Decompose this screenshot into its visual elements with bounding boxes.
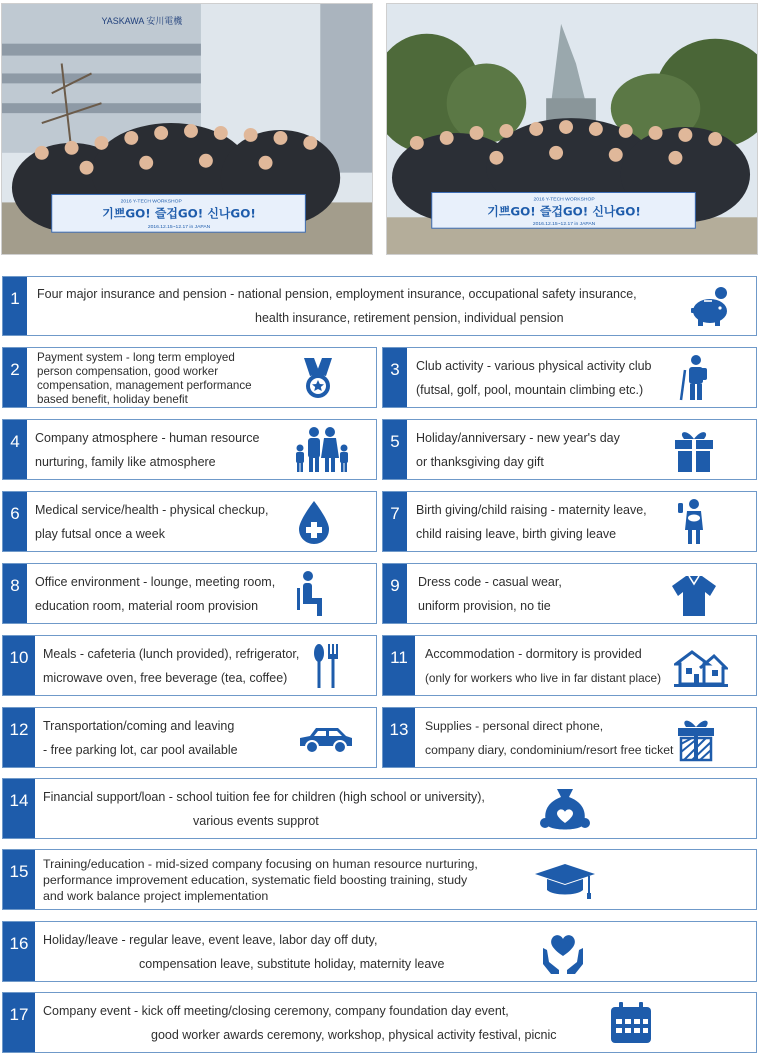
benefit-line: Training/education - mid-sized company focusing on human resource nurturing, bbox=[43, 857, 478, 871]
benefit-card-10 bbox=[2, 635, 377, 696]
benefit-number: 7 bbox=[383, 492, 407, 551]
benefit-number: 3 bbox=[383, 348, 407, 407]
benefit-number: 13 bbox=[383, 708, 415, 767]
banner-footer: 2016.12.15~12.17 in JAPAN bbox=[532, 222, 596, 228]
benefit-text bbox=[425, 714, 673, 762]
benefit-line: health insurance, retirement pension, individual pension bbox=[255, 311, 564, 325]
benefit-text bbox=[37, 282, 637, 330]
calendar-icon bbox=[607, 999, 655, 1047]
benefit-number: 9 bbox=[383, 564, 407, 623]
benefit-line: child raising leave, birth giving leave bbox=[416, 527, 617, 541]
benefit-number: 1 bbox=[3, 277, 27, 335]
benefit-text bbox=[43, 999, 557, 1047]
banner-footer: 2016.12.15~12.17 in JAPAN bbox=[147, 225, 211, 231]
benefit-line: performance improvement education, systematic field boosting training, study bbox=[43, 873, 468, 887]
benefit-card-4 bbox=[2, 419, 377, 480]
benefit-number: 8 bbox=[3, 564, 27, 623]
benefit-line: (only for workers who live in far distant place) bbox=[425, 671, 662, 685]
mother-baby-icon bbox=[668, 498, 716, 546]
gift-icon bbox=[670, 426, 718, 474]
benefit-line: good worker awards ceremony, workshop, physical activity festival, picnic bbox=[151, 1028, 557, 1042]
money-bag-icon bbox=[537, 785, 593, 833]
spoon-fork-icon bbox=[302, 642, 350, 690]
banner-text: 기쁘GO! 즐겁GO! 신나GO! bbox=[102, 206, 256, 221]
benefit-card-3 bbox=[382, 347, 757, 408]
benefit-text bbox=[416, 498, 647, 546]
piggy-bank-icon bbox=[686, 282, 734, 330]
benefit-card-17 bbox=[2, 992, 757, 1053]
shirt-icon bbox=[670, 570, 718, 618]
benefit-card-12 bbox=[2, 707, 377, 768]
benefit-line: Holiday/anniversary - new year's day bbox=[416, 431, 620, 445]
benefit-card-7 bbox=[382, 491, 757, 552]
benefit-line: nurturing, family like atmosphere bbox=[35, 455, 216, 469]
benefit-number: 16 bbox=[3, 922, 35, 981]
benefit-line: Financial support/loan - school tuition fee for children (high school or university), bbox=[43, 790, 485, 804]
benefit-card-14 bbox=[2, 778, 757, 839]
benefit-line: Club activity - various physical activity club bbox=[416, 359, 652, 373]
benefit-card-11 bbox=[382, 635, 757, 696]
benefit-line: Supplies - personal direct phone, bbox=[425, 719, 604, 733]
benefit-line: - free parking lot, car pool available bbox=[43, 743, 238, 757]
benefit-text bbox=[35, 498, 268, 546]
benefit-text bbox=[416, 354, 652, 402]
graduation-cap-icon bbox=[533, 856, 597, 904]
benefit-text bbox=[43, 856, 478, 904]
hands-heart-icon bbox=[539, 928, 587, 976]
benefit-line: compensation leave, substitute holiday, maternity leave bbox=[139, 957, 445, 971]
building-sign: YASKAWA 安川電機 bbox=[101, 15, 183, 26]
group-photo-right bbox=[386, 3, 758, 255]
benefit-text bbox=[43, 785, 485, 833]
medical-drop-icon bbox=[290, 498, 338, 546]
benefit-text bbox=[35, 426, 259, 474]
benefit-card-16 bbox=[2, 921, 757, 982]
benefit-line: Company atmosphere - human resource bbox=[35, 431, 260, 445]
benefit-number: 10 bbox=[3, 636, 35, 695]
benefit-line: Meals - cafeteria (lunch provided), refrigerator, bbox=[43, 647, 300, 661]
benefit-card-8 bbox=[2, 563, 377, 624]
benefit-line: person compensation, good worker bbox=[37, 365, 219, 378]
benefit-line: Dress code - casual wear, bbox=[418, 575, 562, 589]
benefit-line: Holiday/leave - regular leave, event leave, labor day off duty, bbox=[43, 933, 378, 947]
benefit-number: 14 bbox=[3, 779, 35, 838]
benefit-line: microwave oven, free beverage (tea, coffee) bbox=[43, 671, 288, 685]
benefit-card-9 bbox=[382, 563, 757, 624]
benefit-text bbox=[425, 642, 661, 690]
hiker-icon bbox=[668, 354, 716, 402]
benefit-card-5 bbox=[382, 419, 757, 480]
benefit-text bbox=[35, 570, 275, 618]
benefit-line: Company event - kick off meeting/closing ceremony, company foundation day event, bbox=[43, 1004, 509, 1018]
benefit-text bbox=[43, 642, 299, 690]
benefit-line: based benefit, holiday benefit bbox=[37, 393, 188, 406]
medal-icon bbox=[294, 354, 342, 402]
benefit-line: Office environment - lounge, meeting room, bbox=[35, 575, 276, 589]
benefit-text bbox=[416, 426, 620, 474]
banner-text: 기쁘GO! 즐겁GO! 신나GO! bbox=[487, 204, 641, 219]
benefit-line: Transportation/coming and leaving bbox=[43, 719, 235, 733]
benefit-line: Accommodation - dormitory is provided bbox=[425, 647, 642, 661]
benefit-line: (futsal, golf, pool, mountain climbing etc.) bbox=[416, 383, 644, 397]
benefit-text bbox=[43, 928, 445, 976]
benefit-number: 5 bbox=[383, 420, 407, 479]
benefit-line: compensation, management performance bbox=[37, 379, 252, 392]
car-icon bbox=[296, 714, 356, 762]
gift-box-icon bbox=[672, 714, 720, 762]
benefit-card-1 bbox=[2, 276, 757, 336]
benefit-line: Payment system - long term employed bbox=[37, 351, 235, 364]
benefit-line: company diary, condominium/resort free ticket bbox=[425, 743, 674, 757]
benefit-number: 15 bbox=[3, 850, 35, 909]
seated-person-icon bbox=[288, 570, 336, 618]
benefit-line: or thanksgiving day gift bbox=[416, 455, 544, 469]
benefit-line: and work balance project implementation bbox=[43, 889, 269, 903]
benefit-text bbox=[43, 714, 238, 762]
benefit-line: play futsal once a week bbox=[35, 527, 165, 541]
benefit-line: Birth giving/child raising - maternity leave, bbox=[416, 503, 647, 517]
benefit-card-2 bbox=[2, 347, 377, 408]
houses-icon bbox=[674, 642, 728, 690]
benefit-number: 2 bbox=[3, 348, 27, 407]
benefit-number: 4 bbox=[3, 420, 27, 479]
benefit-number: 17 bbox=[3, 993, 35, 1052]
benefit-number: 11 bbox=[383, 636, 415, 695]
benefit-text bbox=[37, 351, 252, 407]
banner-header: 2016 Y-TECH WORKSHOP bbox=[533, 197, 595, 203]
group-photo-left bbox=[1, 3, 373, 255]
benefit-card-15 bbox=[2, 849, 757, 910]
benefit-card-13 bbox=[382, 707, 757, 768]
family-icon bbox=[294, 426, 350, 474]
benefit-card-6 bbox=[2, 491, 377, 552]
banner-header: 2016 Y-TECH WORKSHOP bbox=[120, 199, 182, 205]
benefit-line: Four major insurance and pension - national pension, employment insurance, occupational safety insurance, bbox=[37, 287, 637, 301]
benefit-number: 12 bbox=[3, 708, 35, 767]
benefit-line: various events supprot bbox=[193, 814, 319, 828]
benefit-line: Medical service/health - physical checkup, bbox=[35, 503, 269, 517]
benefit-line: education room, material room provision bbox=[35, 599, 259, 613]
benefit-text bbox=[418, 570, 562, 618]
benefit-line: uniform provision, no tie bbox=[418, 599, 551, 613]
benefit-number: 6 bbox=[3, 492, 27, 551]
